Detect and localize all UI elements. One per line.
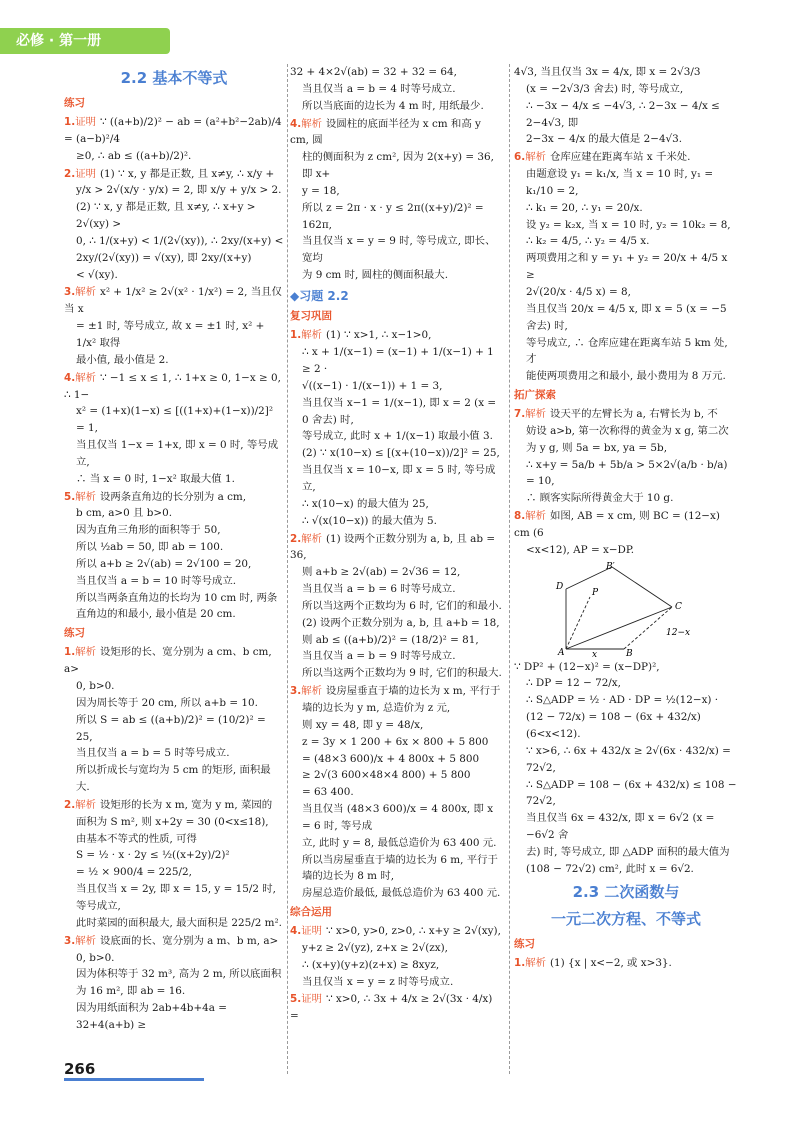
answer-line: 最小值, 最小值是 2. [76,353,169,366]
item-number: 3. [64,286,76,299]
answer-item [64,370,284,488]
answer-item [64,284,284,368]
item-number: 3. [64,934,76,947]
column-right [514,64,738,972]
answer-line: ≥ 2√(3 600×48×4 800) + 5 800 [302,769,471,782]
answer-line: 7.解析 设天平的左臂长为 a, 右臂长为 b, 不 [514,408,718,421]
section-title: 2.2 基本不等式 [120,69,228,87]
column-middle [290,64,503,1026]
answer-item [64,933,284,1034]
answer-item [290,531,503,683]
answer-line: 2.解析 设矩形的长为 x m, 宽为 y m, 菜园的 [64,798,273,811]
answer-item [514,659,738,878]
item-number: 1. [514,956,526,969]
answer-line: (108 − 72√2) cm², 此时 x = 6√2. [526,862,694,875]
answer-item [64,114,284,165]
answer-line: ∴ (x+y)(y+z)(z+x) ≥ 8xyz, [302,958,440,971]
item-tag: 证明 [75,116,96,128]
answer-line: 当且仅当 a = b = 9 时等号成立. [302,650,456,663]
answer-line: = ½ × 900/4 = 225/2, [76,866,192,879]
answer-line: 因为用纸面积为 2ab+4b+4a = 32+4(a+b) ≥ [76,1002,227,1031]
answer-line: 所以当底面的边长为 4 m 时, 用纸最少. [302,99,484,112]
answer-line: 1.解析 (1) ∵ x>1, ∴ x−1>0, [290,329,432,342]
edge-ac [566,607,672,649]
subsection-label: 综合运用 [290,906,332,919]
answer-line: 因为周长等于 20 cm, 所以 a+b = 10. [76,696,258,709]
answer-line: 因为直角三角形的面积等于 50, [76,524,221,537]
answer-line: 所以当这两个正数均为 9 时, 它们的积最大. [302,667,502,680]
column-divider-2 [509,64,510,1074]
answer-line: 所以 S = ab ≤ ((a+b)/2)² = (10/2)² = 25, [76,713,266,743]
answer-line: 所以 a+b ≥ 2√(ab) = 2√100 = 20, [76,557,252,570]
answer-line: 1.解析 (1) {x | x<−2, 或 x>3}. [514,956,672,969]
page-number: 266 [64,1060,96,1078]
answer-line: 柱的侧面积为 z cm², 因为 2(x+y) = 36, 即 x+ [302,151,494,181]
answer-line: 当且仅当 20/x = 4/5 x, 即 x = 5 (x = −5 舍去) 时, [526,302,727,332]
chapter-tab: 必修 · 第一册 [0,28,170,54]
answer-item [514,64,738,148]
answer-line: 32 + 4×2√(ab) = 32 + 32 = 64, [290,66,457,78]
subsection-label: 复习巩固 [290,310,332,323]
label-x: x [592,649,598,657]
answer-line: = (48×3 600)/x + 4 800x + 5 800 [302,752,480,765]
answer-line: = ±1 时, 等号成立, 故 x = ±1 时, x² + 1/x² 取得 [76,320,265,349]
answer-line: ∴ k₁ = 20, ∴ y₁ = 20/x. [526,201,643,214]
answer-line: 所以 ½ab = 50, 即 ab = 100. [76,541,224,554]
item-number: 4. [290,925,302,938]
item-number: 1. [64,116,76,128]
answer-line: b cm, a>0 且 b>0. [76,507,173,520]
item-number: 4. [64,371,76,384]
answer-line: 能使两项费用之和最小, 最小费用为 8 万元. [526,370,726,383]
answer-line: 4.解析 ∵ −1 ≤ x ≤ 1, ∴ 1+x ≥ 0, 1−x ≥ 0, ∴ 1− [64,371,281,401]
label-a: A [558,647,565,657]
label-b: B [626,648,633,657]
answer-line: 为 16 m², 即 ab = 16. [76,985,186,998]
answer-line: 1.证明 ∵ ((a+b)/2)² − ab = (a²+b²−2ab)/4 = (a−b)²/4 [64,116,282,145]
answer-item [514,508,738,559]
item-tag: 证明 [75,167,96,180]
answer-item [290,64,503,115]
answer-line: 等号成立, ∴ 仓库应建在距离车站 5 km 处, 才 [526,336,728,366]
item-number: 4. [290,117,302,130]
answer-line: 4.解析 设圆柱的底面半径为 x cm 和高 y cm, 圆 [290,117,481,147]
answer-line: (2) ∵ x(10−x) ≤ [(x+(10−x))/2]² = 25, [302,447,500,460]
item-tag: 解析 [301,532,322,545]
answer-line: 4√3, 当且仅当 3x = 4/x, 即 x = 2√3/3 [514,66,701,78]
answer-line: 1.解析 设矩形的长、宽分别为 a cm、b cm, a> [64,646,272,676]
item-tag: 解析 [75,798,96,811]
edge-bc [624,607,672,649]
answer-line: 为 y g, 则 5a = bx, ya = 5b, [526,441,667,454]
answer-line: y+z ≥ 2√(yz), z+x ≥ 2√(zx), [302,941,448,954]
answer-line: ∴ 当 x = 0 时, 1−x² 取最大值 1. [76,472,235,485]
answer-line: ∴ DP = 12 − 72/x, [526,677,621,690]
answer-item [290,327,503,529]
answer-line: y/x > 2√(x/y · y/x) = 2, 即 x/y + y/x > 2. [76,184,282,197]
answer-line: S = ½ · x · 2y ≤ ½((x+2y)/2)² [76,849,230,862]
answer-line: 当且仅当 x = y = 9 时, 等号成立, 即长、宽均 [302,235,496,265]
answer-line: 由题意设 y₁ = k₁/x, 当 x = 10 时, y₁ = k₁/10 = 2, [526,168,714,197]
item-tag: 解析 [525,151,546,164]
label-c: C [675,601,682,612]
item-tag: 解析 [75,646,96,659]
answer-line: ≥0, ∴ ab ≤ ((a+b)/2)². [76,149,192,162]
answer-line: ∴ x(10−x) 的最大值为 25, [302,497,429,510]
subsection-label: 练习 [514,937,535,950]
answer-line: 当且仅当 a = b = 5 时等号成立. [76,747,230,760]
answer-item [64,797,284,932]
item-tag: 解析 [525,510,546,523]
label-p: P [592,587,599,598]
answer-line: (2) ∵ x, y 都是正数, 且 x≠y, ∴ x+y > 2√(xy) > [76,201,256,231]
item-tag: 解析 [525,408,546,421]
item-tag: 解析 [525,956,546,969]
item-number: 5. [64,490,76,503]
answer-item [64,644,284,796]
item-number: 2. [290,532,302,545]
answer-line: 3.解析 x² + 1/x² ≥ 2√(x² · 1/x²) = 2, 当且仅当 x [64,286,282,316]
answer-line: ∴ S△ADP = ½ · AD · DP = ½(12−x) · [526,694,719,707]
answer-line: ∵ x>6, ∴ 6x + 432/x ≥ 2√(6x · 432/x) = 72√2, [526,744,731,774]
answer-line: ∴ 顾客实际所得黄金大于 10 g. [526,492,674,505]
answer-line: 当且仅当 x = 2y, 即 x = 15, y = 15/2 时, 等号成立, [76,883,276,912]
answer-line: 当且仅当 a = b = 4 时等号成立. [302,82,456,95]
item-tag: 解析 [301,685,322,698]
answer-line: z = 3y × 1 200 + 6x × 800 + 5 800 [302,735,489,748]
answer-line: 当且仅当 1−x = 1+x, 即 x = 0 时, 等号成立, [76,439,279,468]
answer-item [290,991,503,1025]
answer-line: 0, b>0. [76,951,115,964]
answer-line: (x = −2√3/3 舍去) 时, 等号成立, [526,82,684,95]
answer-line: 0, ∴ 1/(x+y) < 1/(2√(xy)), ∴ 2xy/(x+y) < 2xy/(2√(xy)) = √(xy), 即 2xy/(x+y) [76,234,284,264]
column-left [64,64,284,1035]
answer-line: 直角边的和最小, 最小值是 20 cm. [76,608,236,621]
answer-line: 妨设 a>b, 第一次称得的黄金为 x g, 第二次 [526,424,729,437]
item-tag: 解析 [75,286,96,299]
answer-line: 2.解析 (1) 设两个正数分别为 a, b, 且 ab = 36, [290,532,496,562]
answer-line: 房屋总造价最低, 最低总造价为 63 400 元. [302,887,501,900]
item-number: 2. [64,167,76,180]
answer-line: 立, 此时 y = 8, 最低总造价为 63 400 元. [302,836,497,849]
answer-line: ∴ x + 1/(x−1) = (x−1) + 1/(x−1) + 1 ≥ 2 · [302,346,494,376]
item-number: 5. [290,993,302,1006]
answer-line: 两项费用之和 y = y₁ + y₂ = 20/x + 4/5 x ≥ [526,252,728,282]
answer-line: (12 − 72/x) = 108 − (6x + 432/x) (6<x<12). [526,711,701,740]
item-number: 1. [290,329,302,342]
answer-line: 等号成立, 此时 x + 1/(x−1) 取最小值 3. [302,430,493,443]
answer-line: 当且仅当 6x = 432/x, 即 x = 6√2 (x = −6√2 舍 [526,812,715,842]
item-number: 3. [290,685,302,698]
item-tag: 解析 [301,329,322,342]
geometry-figure [554,561,704,657]
answer-line: < √(xy). [76,268,118,281]
column-divider-1 [287,64,288,1074]
label-b-prime: B′ [606,561,615,572]
answer-line: 所以当这两个正数均为 6 时, 它们的和最小. [302,599,502,612]
answer-item [290,923,503,990]
answer-line: 为 9 cm 时, 圆柱的侧面积最大. [302,269,449,282]
item-number: 7. [514,408,526,421]
answer-line: 2.证明 (1) ∵ x, y 都是正数, 且 x≠y, ∴ x/y + [64,167,275,180]
answer-line: 墙的边长为 y m, 总造价为 z 元, [302,701,451,714]
answer-line: 5.解析 设两条直角边的长分别为 a cm, [64,490,247,503]
answer-line: 此时菜园的面积最大, 最大面积是 225/2 m². [76,916,282,929]
answer-item [514,149,738,385]
answer-line: 2−3x − 4/x 的最大值是 2−4√3. [526,133,683,146]
answer-line: = 63 400. [302,786,354,799]
answer-line: 3.解析 设房屋垂直于墙的边长为 x m, 平行于 [290,685,501,698]
answer-line: 6.解析 仓库应建在距离车站 x 千米处. [514,151,691,164]
answer-line: 8.解析 如图, AB = x cm, 则 BC = (12−x) cm (6 [514,510,720,539]
item-tag: 证明 [301,993,322,1006]
answer-line: 所以当两条直角边的长均为 10 cm 时, 两条 [76,591,278,604]
subsection-label: 练习 [64,627,85,640]
answer-line: 3.解析 设底面的长、宽分别为 a m、b m, a> [64,934,279,947]
item-tag: 解析 [75,371,96,384]
section-title: 一元二次方程、不等式 [550,909,701,928]
answer-line: 面积为 S m², 则 x+2y = 30 (0<x≤18), [76,815,269,828]
answer-line: 5.证明 ∵ x>0, ∴ 3x + 4/x ≥ 2√(3x · 4/x) = [290,993,493,1023]
item-tag: 证明 [301,925,322,938]
label-d: D [556,581,564,592]
item-tag: 解析 [75,490,96,503]
answer-line: ∴ k₂ = 4/5, ∴ y₂ = 4/5 x. [526,235,650,248]
answer-line: 当且仅当 x−1 = 1/(x−1), 即 x = 2 (x = 0 舍去) 时, [302,396,497,426]
answer-line: ∴ √(x(10−x)) 的最大值为 5. [302,514,437,527]
answer-line: (2) 设两个正数分别为 a, b, 且 a+b = 18, [302,616,500,629]
answer-item [514,955,738,972]
answer-line: 则 a+b ≥ 2√(ab) = 2√36 = 12, [302,566,461,579]
answer-line: 所以折成长与宽均为 5 cm 的矩形, 面积最大. [76,764,271,794]
answer-line: 则 ab ≤ ((a+b)/2)² = (18/2)² = 81, [302,633,479,646]
answer-line: 当且仅当 x = y = z 时等号成立. [302,975,454,988]
exercise-set-title: ◆习题 2.2 [290,288,349,303]
subsection-label: 拓广探索 [514,389,556,402]
answer-line: 4.证明 ∵ x>0, y>0, z>0, ∴ x+y ≥ 2√(xy), [290,925,501,938]
answer-line: ∴ x+y = 5a/b + 5b/a > 5×2√(a/b · b/a) = 10, [526,458,728,488]
answer-line: 当且仅当 (48×3 600)/x = 4 800x, 即 x = 6 时, 等号成 [302,803,494,832]
answer-line: <x<12), AP = x−DP. [526,543,635,556]
subsection-label: 练习 [64,97,85,109]
item-tag: 解析 [75,934,96,947]
answer-item [290,116,503,284]
answer-line: x² = (1+x)(1−x) ≤ [((1+x)+(1−x))/2]² = 1, [76,405,273,435]
answer-line: 2√(20/x · 4/5 x) = 8, [526,285,631,298]
answer-line: 0, b>0. [76,680,115,692]
answer-line: ∵ DP² + (12−x)² = (x−DP)², [514,660,660,673]
item-number: 1. [64,646,76,659]
edge-bprime-c [612,567,672,607]
answer-line: √((x−1) · 1/(x−1)) + 1 = 3, [302,379,443,392]
item-number: 6. [514,151,526,164]
item-number: 2. [64,798,76,811]
answer-line: 当且仅当 x = 10−x, 即 x = 5 时, 等号成立, [302,464,496,493]
answer-line: 去) 时, 等号成立, 即 △ADP 面积的最大值为 [526,845,730,858]
item-tag: 解析 [301,117,322,130]
answer-item [514,406,738,507]
answer-line: ∴ S△ADP = 108 − (6x + 432/x) ≤ 108 − 72√2, [526,778,737,808]
answer-line: 则 xy = 48, 即 y = 48/x, [302,718,424,731]
answer-line: y = 18, [302,184,340,197]
answer-line: 当且仅当 a = b = 10 时等号成立. [76,574,237,587]
section-title: 2.3 二次函数与 [572,882,680,901]
answer-line: 当且仅当 a = b = 6 时等号成立. [302,583,456,596]
item-number: 8. [514,510,526,523]
label-12-minus-x: 12−x [666,627,691,638]
answer-item [64,166,284,284]
answer-line: 由基本不等式的性质, 可得 [76,832,197,845]
page-number-underline [64,1078,204,1081]
answer-line: 设 y₂ = k₂x, 当 x = 10 时, y₂ = 10k₂ = 8, [526,218,731,231]
answer-item [64,489,284,624]
answer-line: 所以 z = 2π · x · y ≤ 2π((x+y)/2)² = 162π, [302,201,484,231]
answer-line: ∴ −3x − 4/x ≤ −4√3, ∴ 2−3x − 4/x ≤ 2−4√3, 即 [526,99,720,129]
answer-item [290,683,503,902]
answer-line: 所以当房屋垂直于墙的边长为 6 m, 平行于墙的边长为 8 m 时, [302,853,498,883]
answer-line: 因为体积等于 32 m³, 高为 2 m, 所以底面积 [76,968,282,981]
